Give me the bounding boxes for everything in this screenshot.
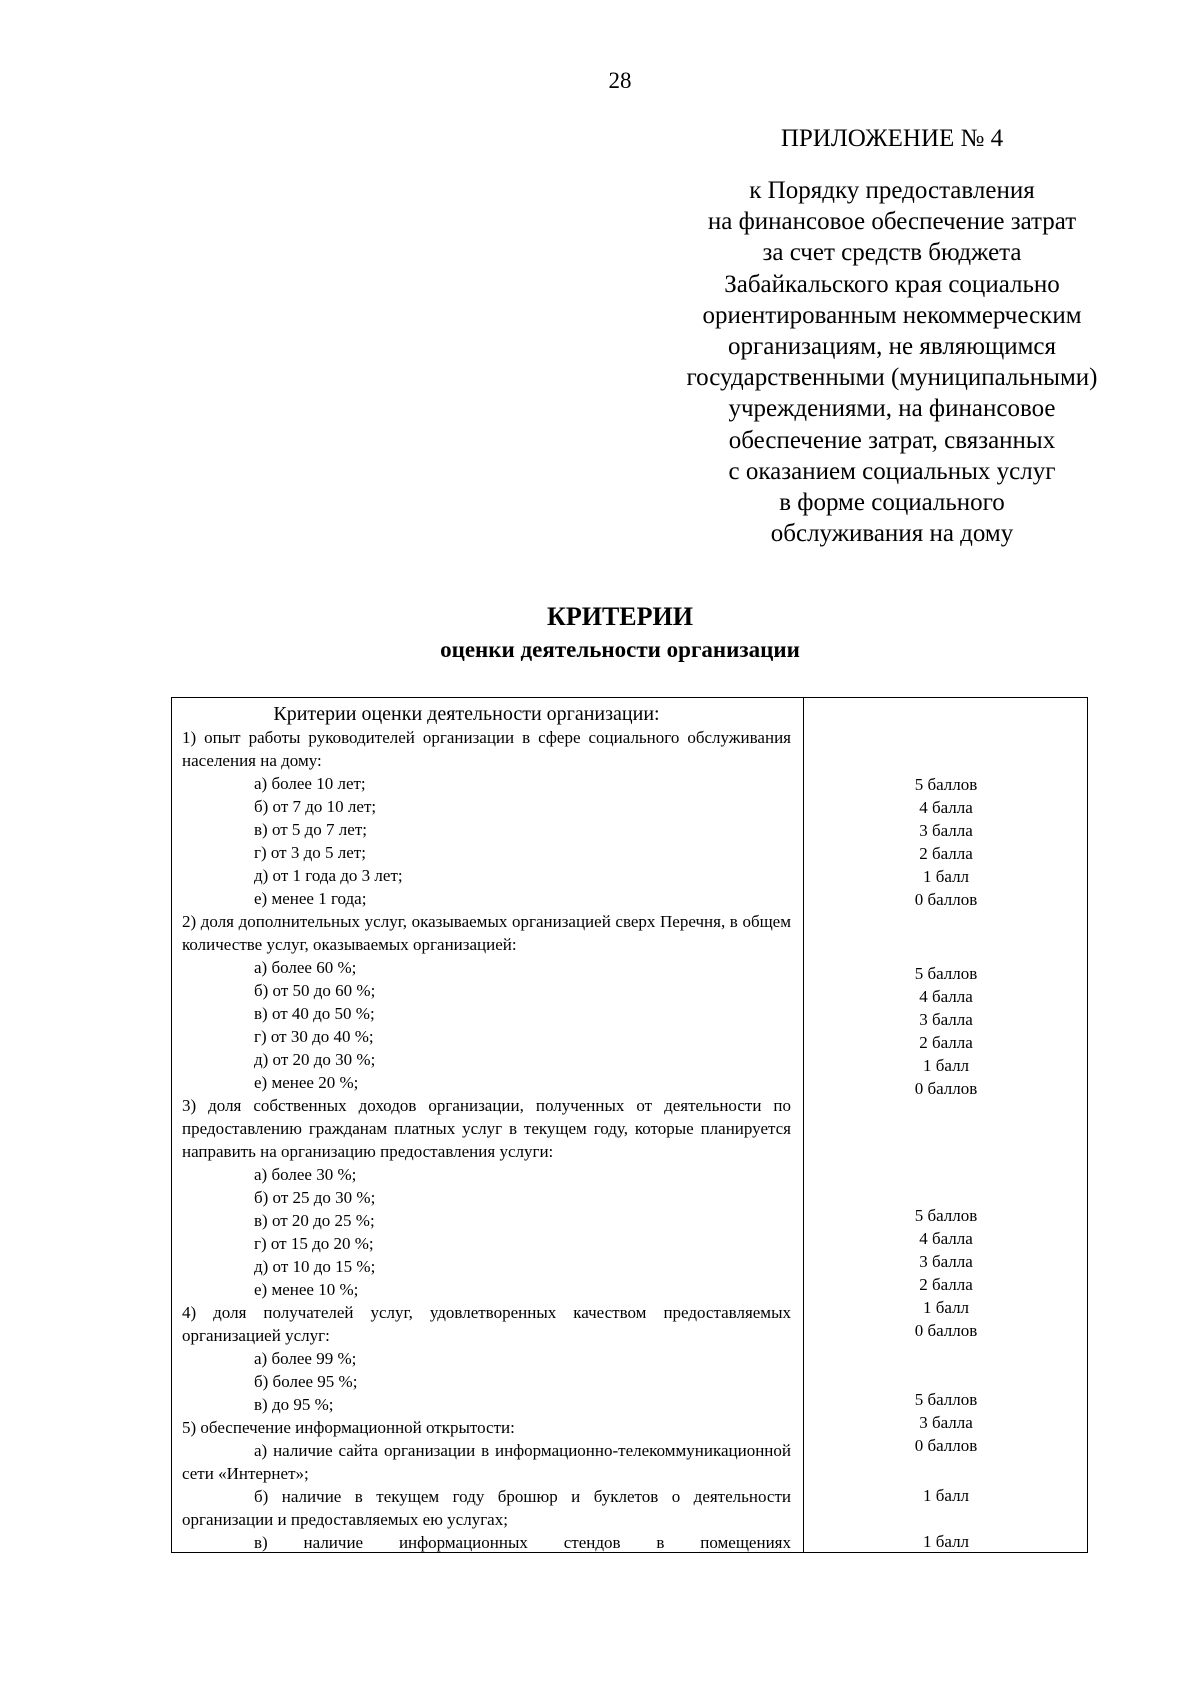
- appendix-line: организациям, не являющимся: [727, 333, 1057, 361]
- score-value: 3 балла: [919, 1252, 973, 1271]
- criterion-option: в) наличие информационных стендов в помещениях: [254, 1533, 791, 1552]
- criterion-option: а) более 30 %;: [254, 1165, 357, 1184]
- criterion-option: в) от 20 до 25 %;: [254, 1211, 375, 1230]
- score-value: 1 балл: [922, 1298, 970, 1317]
- criterion-option: в) до 95 %;: [254, 1395, 334, 1414]
- criteria-subtitle: оценки деятельности организации: [440, 637, 800, 662]
- score-value: 1 балл: [922, 1532, 970, 1551]
- score-value: 3 балла: [919, 1413, 973, 1432]
- criterion-text: 4) доля получателей услуг, удовлетворенных качеством предоставляемых организацией услуг:: [182, 1303, 791, 1345]
- appendix-line: на финансовое обеспечение затрат: [707, 208, 1077, 236]
- score-value: 5 баллов: [914, 775, 978, 794]
- score-value: 4 балла: [919, 1229, 973, 1248]
- criterion-option: а) наличие сайта организации в информационно-телекоммуникационной сети «Интернет»;: [182, 1441, 791, 1483]
- score-value: 2 балла: [919, 1275, 973, 1294]
- criterion-option: г) от 30 до 40 %;: [254, 1027, 374, 1046]
- score-value: 2 балла: [919, 844, 973, 863]
- score-value: 1 балл: [922, 867, 970, 886]
- score-value: 0 баллов: [914, 1436, 978, 1455]
- criterion-option: б) от 50 до 60 %;: [254, 981, 376, 1000]
- score-value: 3 балла: [919, 821, 973, 840]
- score-value: 1 балл: [922, 1056, 970, 1075]
- score-value: 5 баллов: [914, 1390, 978, 1409]
- column-divider: [803, 698, 804, 1552]
- criterion-option: б) более 95 %;: [254, 1372, 358, 1391]
- criterion-option: е) менее 1 года;: [254, 889, 367, 908]
- score-value: 5 баллов: [914, 964, 978, 983]
- appendix-line: в форме социального: [779, 489, 1005, 517]
- appendix-line: учреждениями, на финансовое: [728, 395, 1056, 423]
- criterion-text: 3) доля собственных доходов организации, полученных от деятельности по предоставлению гражданам платных услуг в текущем году, которые планируется направить на организацию предоставления услуги:: [182, 1096, 791, 1161]
- score-value: 3 балла: [919, 1010, 973, 1029]
- criterion-option: д) от 10 до 15 %;: [254, 1257, 376, 1276]
- criterion-option: в) от 5 до 7 лет;: [254, 820, 367, 839]
- criterion-option: а) более 60 %;: [254, 958, 357, 977]
- appendix-line: обслуживания на дому: [770, 520, 1014, 548]
- criterion-option: б) от 25 до 30 %;: [254, 1188, 376, 1207]
- appendix-line: за счет средств бюджета: [762, 239, 1022, 267]
- score-value: 0 баллов: [914, 1321, 978, 1340]
- score-value: 5 баллов: [914, 1206, 978, 1225]
- score-value: 4 балла: [919, 987, 973, 1006]
- appendix-title: ПРИЛОЖЕНИЕ № 4: [780, 125, 1004, 152]
- criterion-text: 1) опыт работы руководителей организации в сфере социального обслуживания населения на дому:: [182, 728, 791, 770]
- appendix-line: государственными (муниципальными): [686, 364, 1098, 392]
- criteria-heading: [0, 600, 1200, 666]
- appendix-line: Забайкальского края социально: [724, 270, 1060, 298]
- score-value: 2 балла: [919, 1033, 973, 1052]
- criterion-option: г) от 15 до 20 %;: [254, 1234, 374, 1253]
- criterion-option: д) от 20 до 30 %;: [254, 1050, 376, 1069]
- criterion-option: а) более 99 %;: [254, 1349, 357, 1368]
- criterion-option: е) менее 20 %;: [254, 1073, 359, 1092]
- page-number: 28: [608, 68, 632, 93]
- score-value: 1 балл: [922, 1486, 970, 1505]
- criterion-option: е) менее 10 %;: [254, 1280, 359, 1299]
- criterion-option: б) от 7 до 10 лет;: [254, 797, 377, 816]
- criterion-text: 2) доля дополнительных услуг, оказываемых организацией сверх Перечня, в общем количестве услуг, оказываемых организацией:: [182, 912, 791, 954]
- criteria-title: КРИТЕРИИ: [547, 602, 693, 631]
- criterion-option: д) от 1 года до 3 лет;: [254, 866, 403, 885]
- criterion-option: б) наличие в текущем году брошюр и буклетов о деятельности организации и предоставляемых ею услугах;: [182, 1487, 791, 1529]
- score-value: 0 баллов: [914, 1079, 978, 1098]
- score-value: 4 балла: [919, 798, 973, 817]
- appendix-line: ориентированным некоммерческим: [702, 301, 1082, 329]
- appendix-line: к Порядку предоставления: [749, 177, 1035, 204]
- criterion-text: 5) обеспечение информационной открытости:: [182, 1418, 515, 1437]
- appendix-line: с оказанием социальных услуг: [728, 457, 1056, 485]
- table-header: Критерии оценки деятельности организации:: [273, 703, 660, 725]
- appendix-block: [652, 123, 1132, 549]
- criterion-option: г) от 3 до 5 лет;: [254, 843, 366, 862]
- criterion-option: в) от 40 до 50 %;: [254, 1004, 375, 1023]
- score-value: 0 баллов: [914, 890, 978, 909]
- appendix-line: обеспечение затрат, связанных: [728, 426, 1056, 454]
- criteria-column: [182, 702, 791, 1553]
- criterion-option: а) более 10 лет;: [254, 774, 366, 793]
- criteria-table: [171, 697, 1088, 1553]
